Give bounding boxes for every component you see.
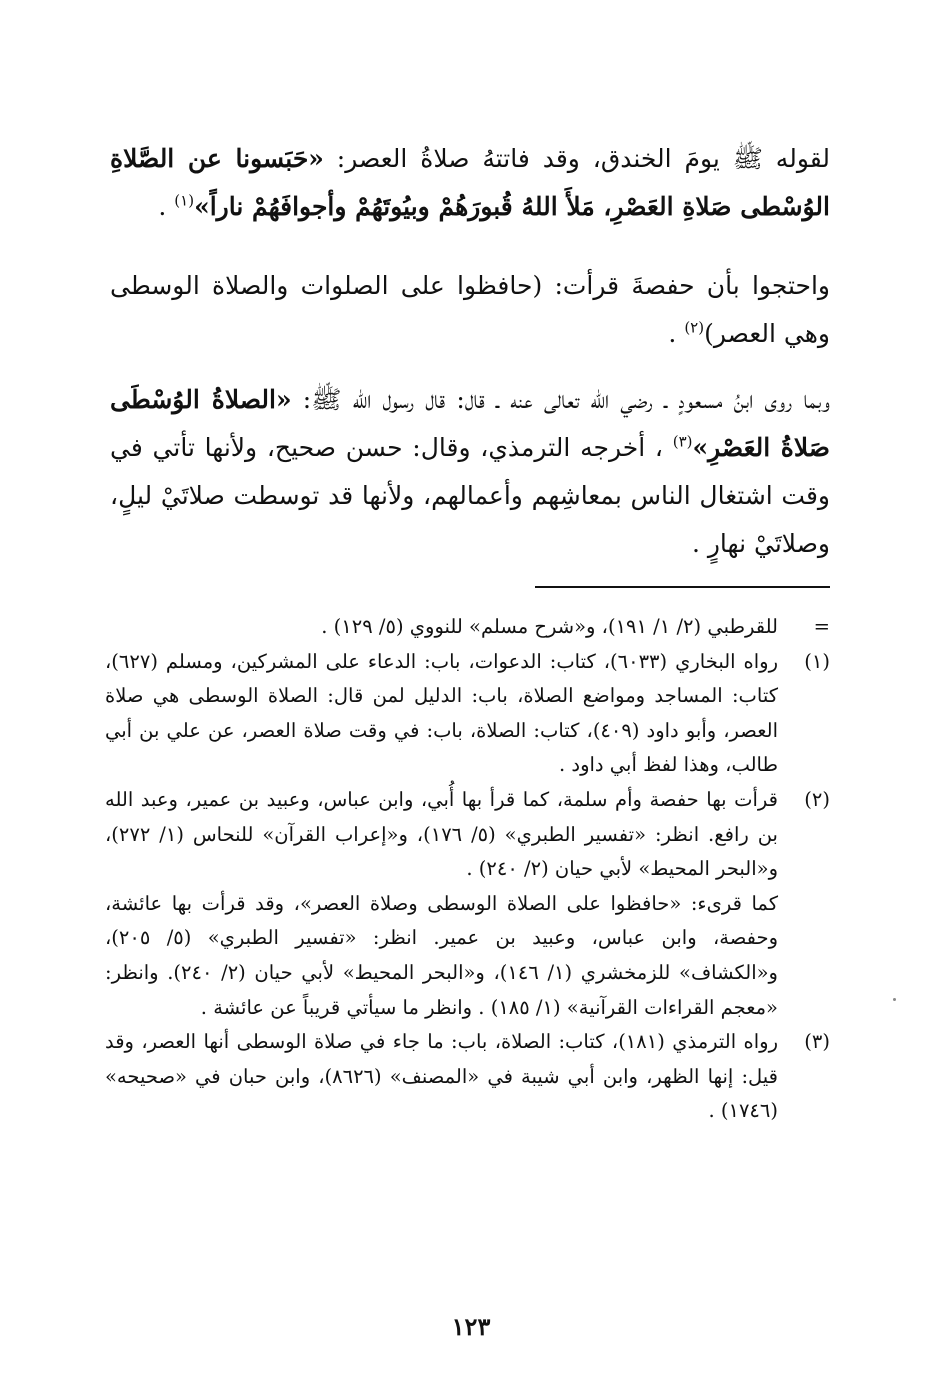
p1-end: . bbox=[158, 192, 175, 221]
footnote-3 bbox=[105, 1025, 830, 1129]
hadith-quote-1: «حَبَسونا عن الصَّلاةِ الوُسْطى صَلاةِ العَصْرِ، مَلأَ اللهُ قُبورَهُمْ وبيُوتَهُمْ وأجوافَهُمْ ناراً» bbox=[110, 144, 830, 221]
footnote-marker: (٢) bbox=[804, 787, 830, 811]
p2-end: . bbox=[668, 319, 685, 348]
footnote-ref-1[interactable]: (١) bbox=[174, 191, 195, 210]
p1-intro: لقوله ﷺ يومَ الخندق، وقد فاتتهُ صلاةُ العصر: bbox=[323, 144, 830, 173]
scan-speck bbox=[893, 998, 896, 1001]
footnote-text: للقرطبي (٢/ ١/ ١٩١)، و«شرح مسلم» للنووي (٥/ ١٢٩) . bbox=[321, 615, 778, 638]
footnote-continuation bbox=[105, 610, 830, 645]
p3-rest: ، أخرجه الترمذي، وقال: حسن صحيح، ولأنها تأتي في وقت اشتغال الناس بمعاشِهم وأعمالهم، ولأنها قد توسطت صلاتَيْ ليلٍ، وصلاتَيْ نهارٍ . bbox=[110, 433, 830, 558]
main-paragraph-3 bbox=[110, 376, 830, 568]
footnotes bbox=[105, 610, 830, 1129]
footnote-marker: = bbox=[813, 615, 830, 638]
footnote-body bbox=[105, 783, 778, 1025]
footnote-body bbox=[105, 645, 778, 783]
main-paragraph-2 bbox=[110, 262, 830, 358]
footnote-2 bbox=[105, 783, 830, 1025]
footnote-1 bbox=[105, 645, 830, 783]
p2-text: واحتجوا بأن حفصةَ قرأت: (حافظوا على الصلوات والصلاة الوسطى وهي العصر) bbox=[110, 271, 830, 348]
page-number: ١٢٣ bbox=[451, 1312, 491, 1341]
footnote-separator bbox=[535, 586, 830, 588]
footnote-body bbox=[105, 1025, 778, 1129]
footnote-body bbox=[105, 610, 778, 645]
footnote-text: كما قرىء: «حافظوا على الصلاة الوسطى وصلاة العصر»، وقد قرأت بها عائشة، وحفصة، وابن عباس، وعبيد بن عمير. انظر: «تفسير الطبري» (٥/ ٢٠٥)، و«الكشاف» للزمخشري (١/ ١٤٦)، و«البحر المحيط» لأبي حيان (٢/ ٢٤٠). وانظر: «معجم القراءات القرآنية» (١/ ١٨٥) . وانظر ما سيأتي قريباً عن عائشة . bbox=[105, 891, 778, 1019]
footnote-text: رواه البخاري (٦٠٣٣)، كتاب: الدعوات، باب: الدعاء على المشركين، ومسلم (٦٢٧)، كتاب: المساجد ومواضع الصلاة، باب: الدليل لمن قال: الصلاة الوسطى هي صلاة العصر، وأبو داود (٤٠٩)، كتاب: الصلاة، باب: في وقت صلاة العصر، عن علي بن أبي طالب، وهذا لفظ أبي داود . bbox=[105, 649, 778, 777]
hadith-quote-3: «الصلاةُ الوُسْطَى صَلاةُ العَصْرِ» bbox=[110, 385, 830, 462]
main-paragraph-1 bbox=[110, 135, 830, 231]
footnote-marker: (١) bbox=[804, 649, 830, 673]
footnote-marker: (٣) bbox=[804, 1030, 830, 1054]
footnote-text: قرأت بها حفصة وأم سلمة، كما قرأ بها أُبي، وابن عباس، وعبيد بن عمير، وعبد الله بن رافع. انظر: «تفسير الطبري» (٥/ ١٧٦)، و«إعراب القرآن» للنحاس (١/ ٢٧٢)، و«البحر المحيط» لأبي حيان (٢/ ٢٤٠) . bbox=[105, 787, 778, 881]
footnote-text: رواه الترمذي (١٨١)، كتاب: الصلاة، باب: ما جاء في صلاة الوسطى أنها العصر، وقد قيل: إنها الظهر، وابن أبي شيبة في «المصنف» (٨٦٢٦)، وابن حبان في «صحيحه» (١٧٤٦) . bbox=[105, 1030, 778, 1123]
footnote-ref-3[interactable]: (٣) bbox=[672, 432, 693, 451]
p3-intro: وبما روى ابنُ مسعودٍ ـ رضي الله تعالى عنه ـ قال: قال رسول الله ﷺ: bbox=[291, 385, 831, 414]
footnote-ref-2[interactable]: (٢) bbox=[684, 318, 705, 337]
